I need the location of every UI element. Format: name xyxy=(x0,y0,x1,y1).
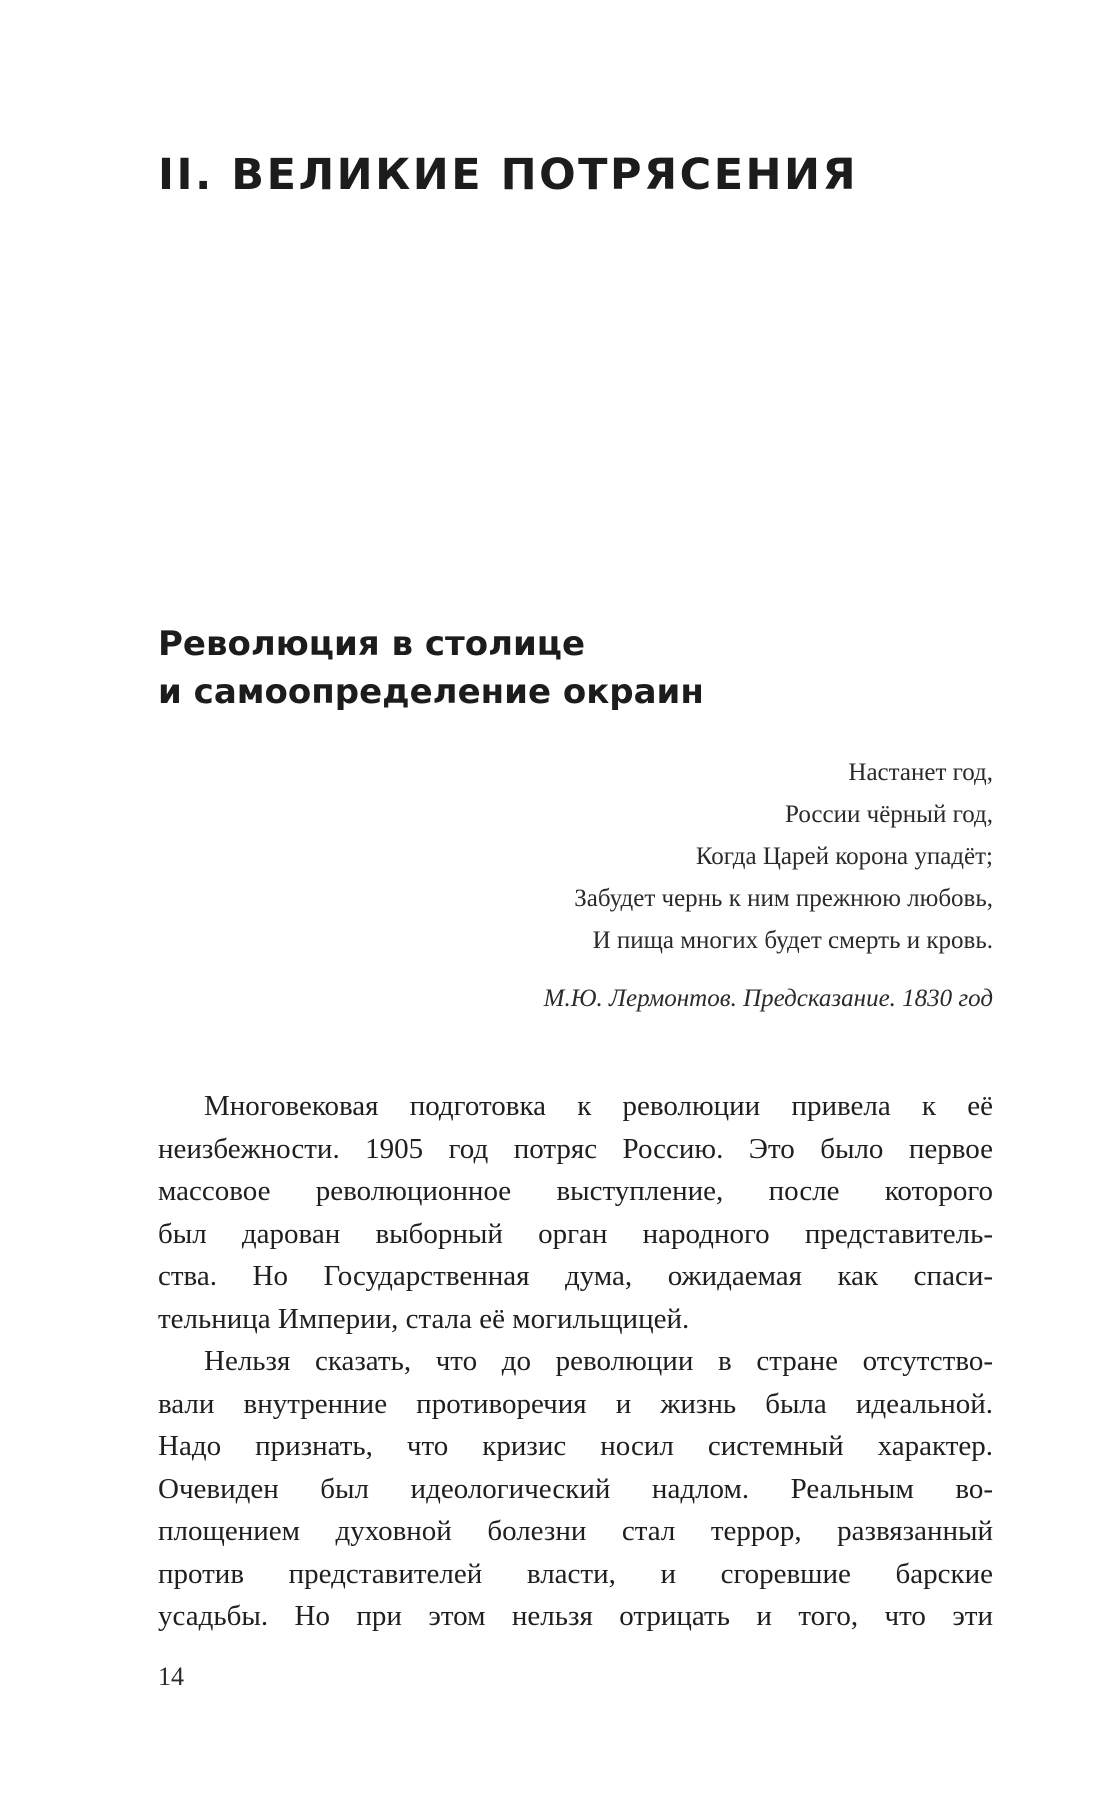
text-line: ства. Но Государственная дума, ожидаемая как спаси- xyxy=(158,1260,993,1292)
epigraph xyxy=(544,752,993,1020)
page-number: 14 xyxy=(158,1662,184,1691)
section-title xyxy=(158,620,704,716)
text-line: Многовековая подготовка к революции привела к её xyxy=(204,1090,993,1122)
epigraph-line: России чёрный год, xyxy=(785,801,993,828)
body-text xyxy=(158,1085,993,1638)
text-line: массовое революционное выступление, после которого xyxy=(158,1175,993,1207)
epigraph-line: И пища многих будет смерть и кровь. xyxy=(592,927,993,954)
epigraph-line: Когда Царей корона упадёт; xyxy=(695,843,993,870)
text-line: Очевиден был идеологический надлом. Реальным во- xyxy=(158,1472,993,1505)
section-title-line: и самоопределение окраин xyxy=(158,672,704,712)
epigraph-attribution: М.Ю. Лермонтов. Предсказание. 1830 год xyxy=(543,985,993,1012)
text-line: усадьбы. Но при этом нельзя отрицать и того, что эти xyxy=(158,1600,993,1632)
text-line: против представителей власти, и сгоревшие барские xyxy=(158,1557,993,1590)
text-line: Надо признать, что кризис носил системный характер. xyxy=(158,1430,993,1462)
text-line: площением духовной болезни стал террор, развязанный xyxy=(158,1515,993,1547)
epigraph-line: Забудет чернь к ним прежнюю любовь, xyxy=(574,885,993,912)
text-line: тельница Империи, стала её могильщицей. xyxy=(158,1302,690,1335)
paragraph-1 xyxy=(158,1085,993,1340)
text-line: неизбежности. 1905 год потряс Россию. Это было первое xyxy=(158,1132,993,1165)
text-line: Нельзя сказать, что до революции в стране отсутство- xyxy=(204,1345,993,1377)
section-title-line: Революция в столице xyxy=(158,624,586,664)
chapter-title: II. ВЕЛИКИЕ ПОТРЯСЕНИЯ xyxy=(158,150,859,200)
text-line: вали внутренние противоречия и жизнь была идеальной. xyxy=(158,1387,993,1420)
epigraph-line: Настанет год, xyxy=(848,759,993,786)
text-line: был дарован выборный орган народного представитель- xyxy=(158,1217,993,1250)
paragraph-2 xyxy=(158,1340,993,1638)
